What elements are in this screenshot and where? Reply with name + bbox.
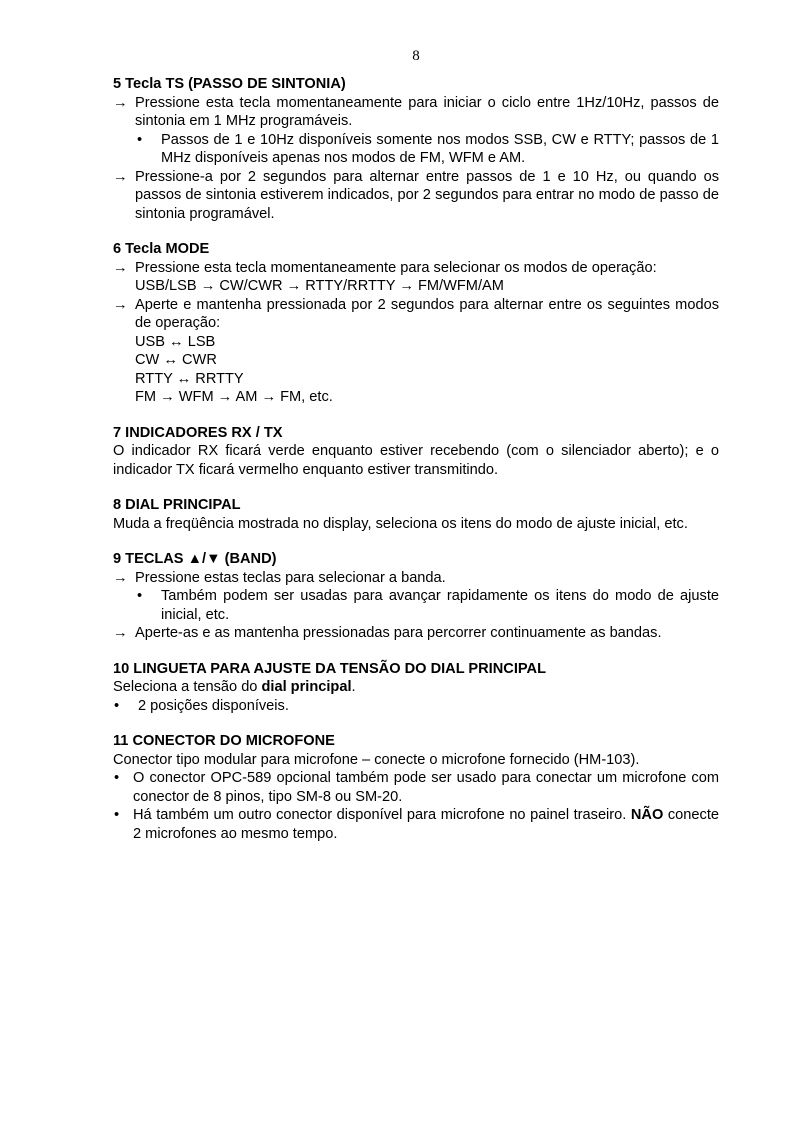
bullet-item — [113, 769, 719, 806]
bullet-marker: • — [114, 770, 120, 786]
arrow-marker: → — [113, 259, 128, 276]
section-9-band-keys — [113, 550, 719, 643]
bullet-item — [113, 697, 719, 716]
mode-pair: USB ↔ LSB — [135, 333, 216, 350]
section-title: 9 TECLAS ▲/▼ (BAND) — [113, 551, 277, 567]
bullet-marker: • — [137, 588, 143, 604]
section-title: 11 CONECTOR DO MICROFONE — [113, 733, 335, 749]
item-text: Pressione estas teclas para selecionar a banda. — [135, 569, 446, 586]
mode-sequence: USB/LSB → CW/CWR → RTTY/RRTTY → FM/WFM/AM — [135, 278, 504, 294]
item-text: Aperte-as e as mantenha pressionadas para percorrer continuamente as bandas. — [135, 625, 662, 641]
mode-pair: RTTY ↔ RRTTY — [135, 370, 244, 387]
text-run: conecte 2 microfones ao mesmo tempo. — [133, 807, 719, 842]
item-text: O conector OPC-589 opcional também pode ser usado para conectar um microfone com conector de 8 pinos, tipo SM-8 ou SM-20. — [133, 770, 719, 805]
arrow-item — [113, 94, 719, 131]
item-text: Pressione esta tecla momentaneamente para selecionar os modos de operação: — [135, 259, 657, 276]
section-text — [113, 678, 719, 697]
bold-warning: NÃO — [630, 807, 664, 823]
bullet-item — [113, 131, 719, 168]
section-8-main-dial — [113, 496, 719, 533]
item-text: Pressione esta tecla momentaneamente para iniciar o ciclo entre 1Hz/10Hz, passos de sintonia em 1 MHz programáveis. — [135, 94, 719, 129]
arrow-marker: → — [113, 296, 128, 313]
item-text: Aperte e mantenha pressionada por 2 segundos para alternar entre os seguintes modos de operação: — [135, 296, 719, 331]
arrow-marker: → — [113, 625, 128, 641]
arrow-item — [113, 259, 719, 278]
item-text: Passos de 1 e 10Hz disponíveis somente nos modos SSB, CW e RTTY; passos de 1 MHz disponíveis apenas nos modos de FM, WFM e AM. — [161, 131, 719, 166]
bullet-marker: • — [114, 697, 120, 714]
arrow-item — [113, 569, 719, 588]
section-10-dial-tension-tab — [113, 660, 719, 716]
bullet-marker: • — [114, 807, 120, 823]
section-text: O indicador RX ficará verde enquanto estiver recebendo (com o silenciador aberto); e o indicador TX ficará vermelho enquanto estiver transmitindo. — [113, 443, 719, 478]
section-6-mode-key — [113, 240, 719, 407]
section-11-microphone-connector — [113, 732, 719, 843]
bullet-item — [113, 587, 719, 624]
bullet-marker: • — [137, 131, 143, 148]
arrow-item — [113, 624, 719, 643]
bold-term: dial principal — [261, 679, 352, 695]
arrow-item — [113, 296, 719, 333]
bullet-item — [113, 806, 719, 843]
arrow-marker: → — [113, 94, 128, 111]
text-run: Seleciona a tensão do — [113, 679, 262, 695]
section-title: 6 Tecla MODE — [113, 241, 210, 257]
text-run: Há também um outro conector disponível para microfone no painel traseiro. — [133, 807, 631, 823]
section-5-ts-key — [113, 75, 719, 223]
item-text: 2 posições disponíveis. — [138, 697, 289, 714]
section-7-rx-tx-indicators — [113, 424, 719, 480]
section-title: 10 LINGUETA PARA AJUSTE DA TENSÃO DO DIAL PRINCIPAL — [113, 660, 546, 677]
section-title: 7 INDICADORES RX / TX — [113, 424, 283, 441]
page-number: 8 — [412, 48, 420, 64]
section-title: 8 DIAL PRINCIPAL — [113, 497, 241, 513]
text-run: . — [351, 679, 356, 695]
page-content — [113, 75, 719, 860]
arrow-marker: → — [113, 569, 128, 586]
mode-pair: FM → WFM → AM → FM, etc. — [135, 389, 333, 405]
item-text: Também podem ser usadas para avançar rapidamente os itens do modo de ajuste inicial, etc. — [161, 588, 719, 623]
arrow-marker: → — [113, 168, 128, 185]
arrow-item — [113, 168, 719, 224]
section-text: Muda a freqüência mostrada no display, seleciona os itens do modo de ajuste inicial, etc. — [113, 515, 688, 532]
section-text: Conector tipo modular para microfone – conecte o microfone fornecido (HM-103). — [113, 751, 640, 768]
mode-pair: CW ↔ CWR — [135, 352, 217, 368]
section-title: 5 Tecla TS (PASSO DE SINTONIA) — [113, 76, 346, 92]
item-text: Pressione-a por 2 segundos para alternar entre passos de 1 e 10 Hz, ou quando os passos de sintonia estiverem indicados, por 2 segundos para entrar no modo de passo de sintonia programável. — [135, 168, 719, 222]
